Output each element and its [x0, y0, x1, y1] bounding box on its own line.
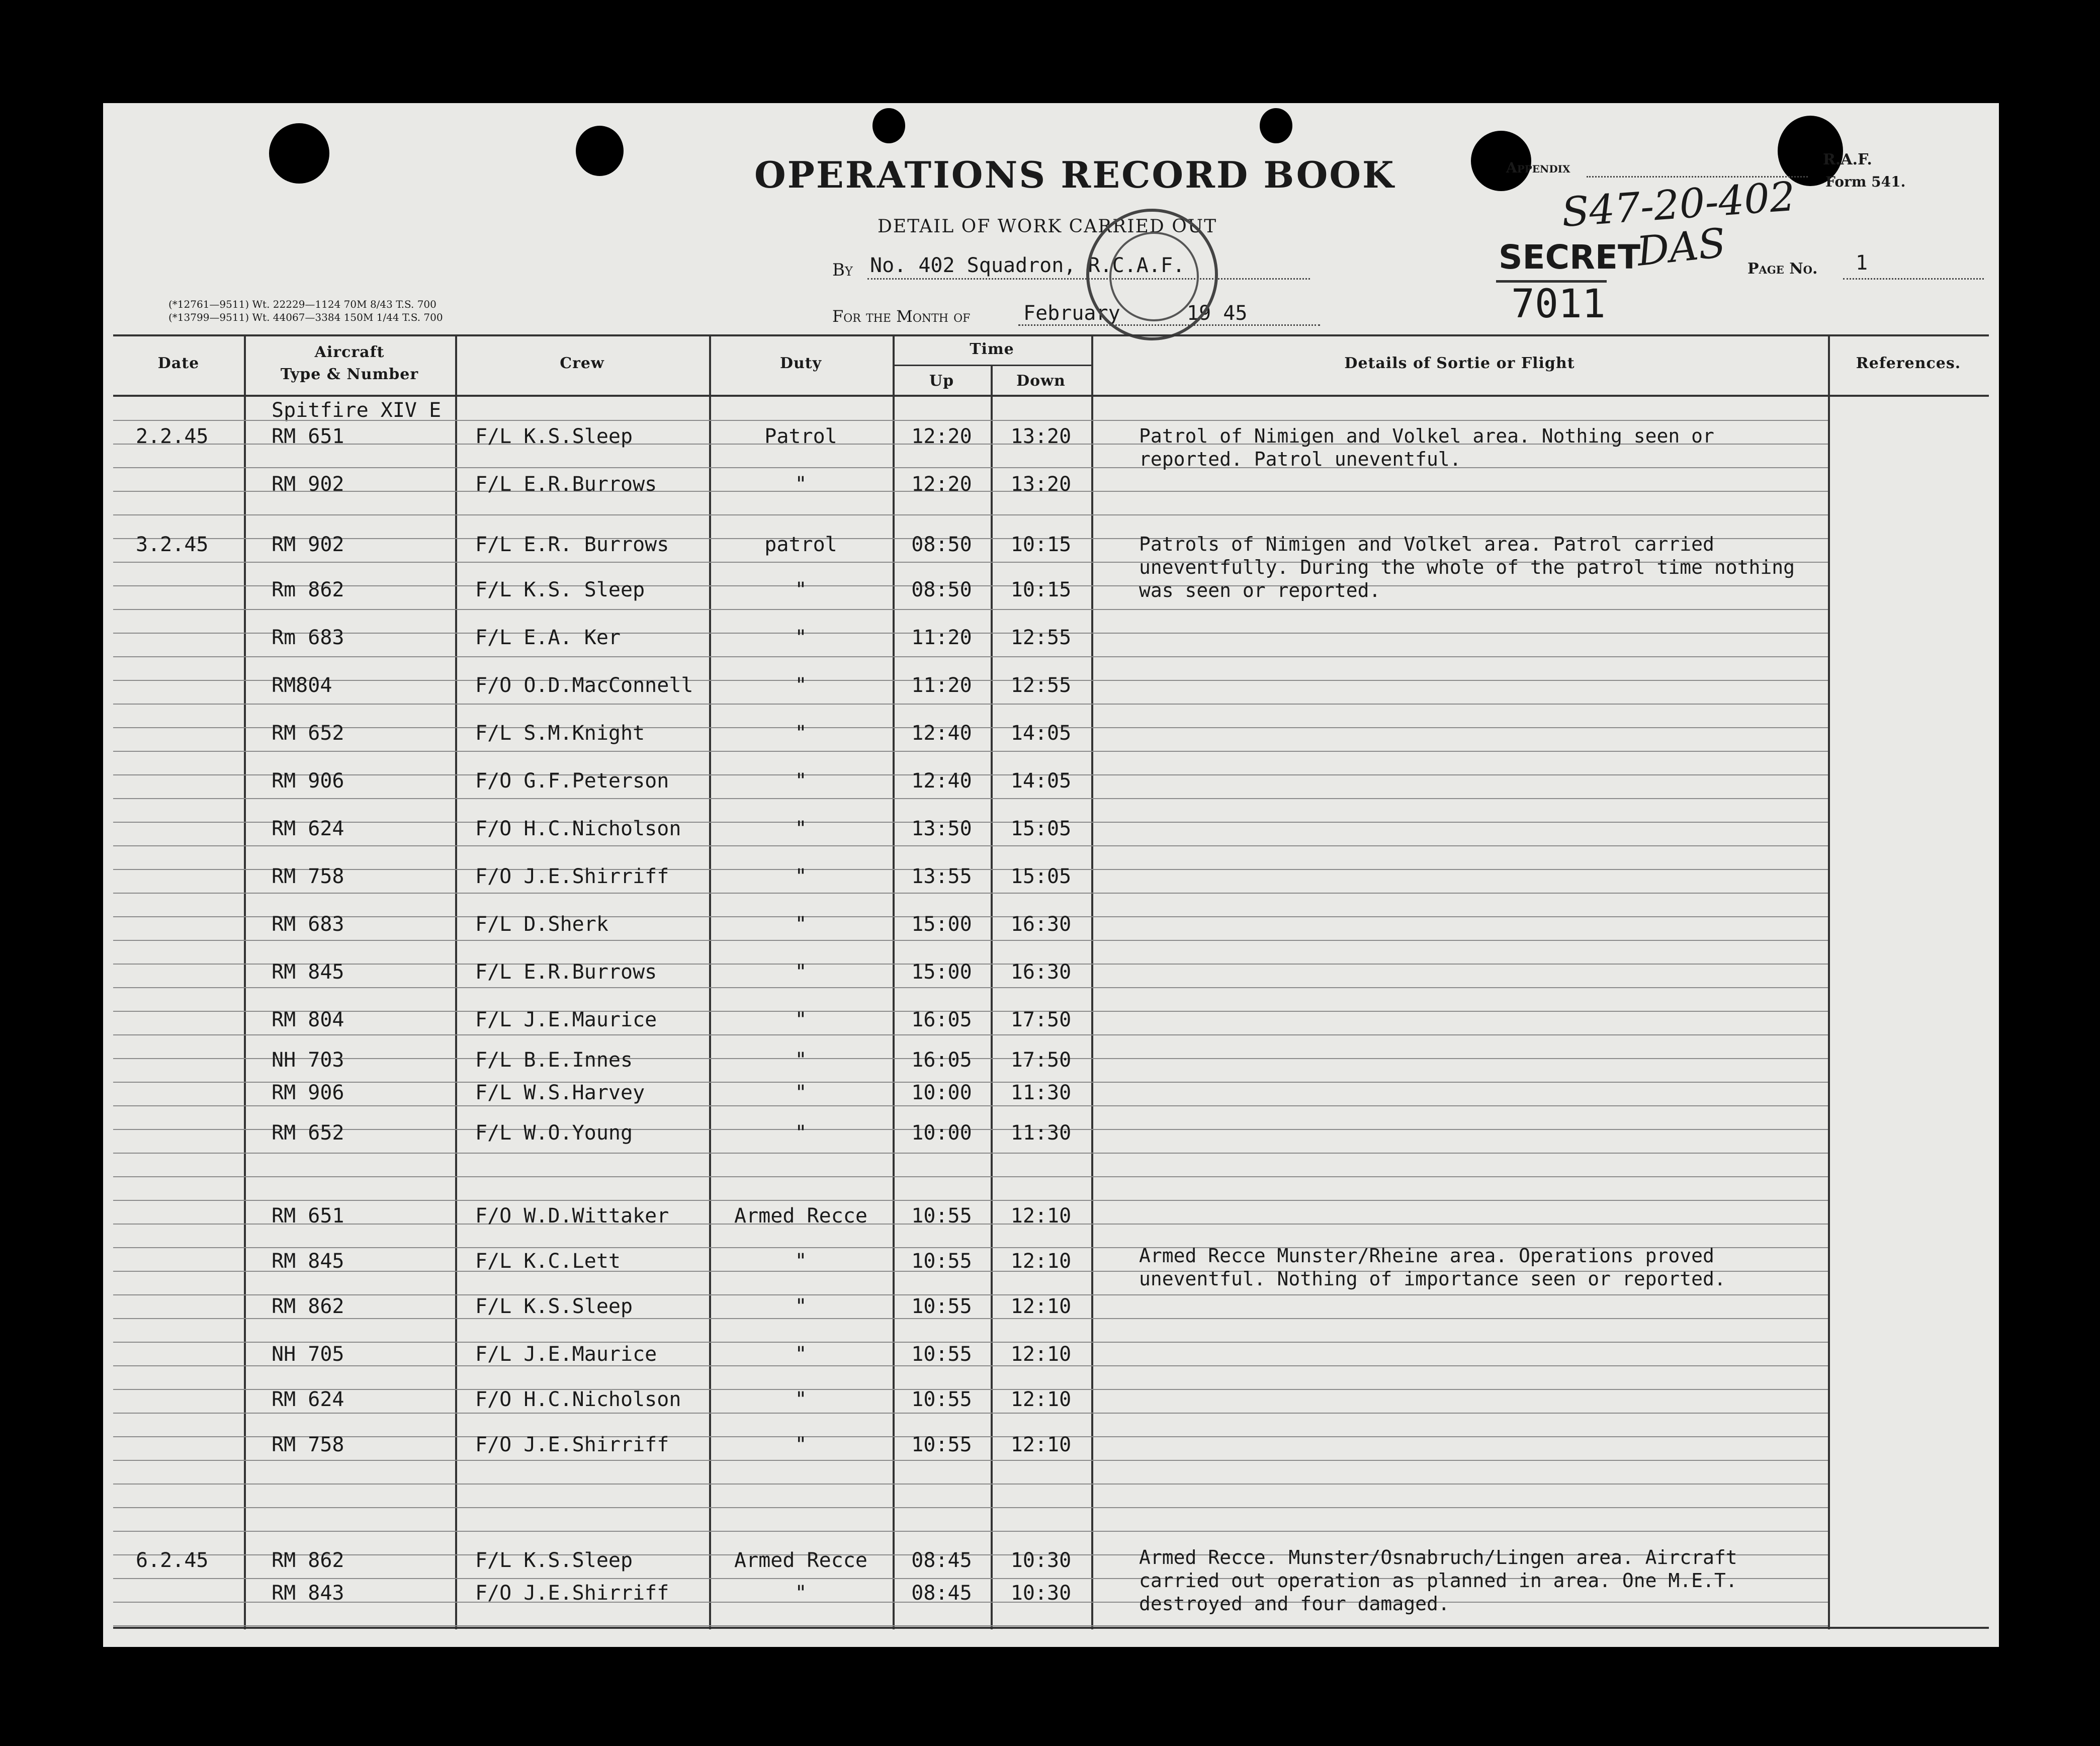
duty-cell: Armed Recce	[734, 1204, 867, 1228]
aircraft-cell: RM 902	[272, 473, 344, 496]
month-value: February	[1023, 302, 1120, 325]
aircraft-cell: RM 624	[272, 1388, 344, 1411]
aircraft-cell: NH 705	[272, 1343, 344, 1366]
column-header-up: Up	[929, 372, 954, 390]
up-time-cell: 11:20	[911, 674, 972, 697]
duty-cell: "	[795, 1250, 807, 1273]
crew-cell: F/O J.E.Shirriff	[475, 1433, 669, 1456]
ruled-line	[113, 514, 1828, 515]
crew-cell: F/L J.E.Maurice	[475, 1008, 657, 1031]
sortie-detail-line: reported. Patrol uneventful.	[1139, 448, 1461, 470]
sortie-detail-line: carried out operation as planned in area. One M.E.T.	[1139, 1569, 1737, 1592]
crew-cell: F/O H.C.Nicholson	[475, 817, 681, 840]
ruled-line	[113, 1531, 1828, 1532]
down-time-cell: 17:50	[1010, 1049, 1072, 1072]
aircraft-cell: Rm 683	[272, 626, 344, 649]
down-time-cell: 15:05	[1010, 865, 1072, 888]
handwritten-reference: S47-20-402	[1560, 172, 1797, 236]
down-time-cell: 14:05	[1010, 769, 1072, 793]
aircraft-type: Spitfire XIV E	[272, 399, 442, 422]
aircraft-cell: RM 758	[272, 1433, 344, 1456]
ruled-line	[113, 845, 1828, 846]
up-time-cell: 12:40	[911, 722, 972, 745]
sortie-detail-line: Armed Recce. Munster/Osnabruch/Lingen area. Aircraft	[1139, 1546, 1737, 1568]
up-time-cell: 08:50	[911, 533, 972, 556]
crew-cell: F/L E.R.Burrows	[475, 961, 657, 984]
duty-cell: "	[795, 1049, 807, 1072]
duty-cell: "	[795, 722, 807, 745]
duty-cell: "	[795, 1433, 807, 1456]
crew-cell: F/L B.E.Innes	[475, 1049, 633, 1072]
down-time-cell: 12:55	[1010, 674, 1072, 697]
ruled-line	[113, 1507, 1828, 1508]
down-time-cell: 12:10	[1010, 1295, 1072, 1318]
up-time-cell: 13:55	[911, 865, 972, 888]
punch-hole	[576, 126, 624, 176]
down-time-cell: 13:20	[1010, 425, 1072, 448]
aircraft-cell: RM 804	[272, 1008, 344, 1031]
form-line2: Form 541.	[1825, 173, 1906, 190]
table-top-border	[113, 334, 1989, 336]
sortie-detail-line: Patrol of Nimigen and Volkel area. Nothing seen or	[1139, 425, 1714, 447]
column-header-duty: Duty	[779, 355, 822, 372]
ruled-line	[113, 1176, 1828, 1177]
ruled-line	[113, 609, 1828, 610]
secret-stamp: SECRET	[1499, 238, 1640, 277]
crew-cell: F/L E.A. Ker	[475, 626, 621, 649]
up-time-cell: 15:00	[911, 961, 972, 984]
down-time-cell: 17:50	[1010, 1008, 1072, 1031]
month-label: For the Month of	[832, 307, 971, 326]
aircraft-cell: RM 624	[272, 817, 344, 840]
crew-cell: F/O J.E.Shirriff	[475, 1582, 669, 1605]
down-time-cell: 12:55	[1010, 626, 1072, 649]
up-time-cell: 12:40	[911, 769, 972, 793]
up-time-cell: 16:05	[911, 1049, 972, 1072]
duty-cell: "	[795, 1582, 807, 1605]
aircraft-cell: RM 843	[272, 1582, 344, 1605]
handwritten-initials: DAS	[1634, 219, 1728, 275]
crew-cell: F/L K.C.Lett	[475, 1250, 621, 1273]
ruled-line	[113, 1625, 1828, 1626]
duty-cell: "	[795, 626, 807, 649]
up-time-cell: 10:55	[911, 1295, 972, 1318]
aircraft-cell: Rm 862	[272, 578, 344, 601]
page-title: OPERATIONS RECORD BOOK	[754, 153, 1395, 196]
punch-hole	[269, 123, 329, 184]
down-time-cell: 10:15	[1010, 533, 1072, 556]
down-time-cell: 11:30	[1010, 1121, 1072, 1145]
crew-cell: F/L D.Sherk	[475, 913, 608, 936]
up-time-cell: 08:50	[911, 578, 972, 601]
ruled-line	[113, 420, 1828, 421]
punch-hole	[1260, 108, 1292, 143]
column-divider	[1828, 334, 1830, 1629]
crew-cell: F/O H.C.Nicholson	[475, 1388, 681, 1411]
aircraft-cell: RM 651	[272, 425, 344, 448]
crew-cell: F/L K.S. Sleep	[475, 578, 645, 601]
ruled-line	[113, 1153, 1828, 1154]
up-time-cell: 10:00	[911, 1121, 972, 1145]
down-time-cell: 14:05	[1010, 722, 1072, 745]
by-label: By	[832, 260, 853, 280]
sortie-detail-line: uneventful. Nothing of importance seen or reported.	[1139, 1268, 1726, 1290]
page-number-underline	[1843, 278, 1984, 280]
column-header-date: Date	[157, 355, 200, 372]
aircraft-cell: RM804	[272, 674, 332, 697]
down-time-cell: 10:30	[1010, 1549, 1072, 1572]
crew-cell: F/L W.S.Harvey	[475, 1081, 645, 1104]
form-line1: R.A.F.	[1823, 151, 1872, 168]
print-code: (*12761—9511) Wt. 22229—1124 70M 8/43 T.S. 700	[168, 298, 436, 310]
column-divider	[455, 334, 457, 1629]
down-time-cell: 15:05	[1010, 817, 1072, 840]
duty-cell: "	[795, 865, 807, 888]
up-time-cell: 10:55	[911, 1250, 972, 1273]
ruled-line	[113, 893, 1828, 894]
column-header-time: Time	[970, 340, 1014, 358]
unit-name: No. 402 Squadron, R.C.A.F.	[870, 254, 1185, 277]
crew-cell: F/L K.S.Sleep	[475, 425, 633, 448]
duty-cell: "	[795, 913, 807, 936]
duty-cell: patrol	[764, 533, 837, 556]
column-header-details: Details of Sortie or Flight	[1344, 355, 1575, 372]
print-code: (*13799—9511) Wt. 44067—3384 150M 1/44 T.S. 700	[168, 311, 443, 323]
column-header-crew: Crew	[560, 355, 604, 372]
sortie-detail-line: was seen or reported.	[1139, 579, 1381, 601]
duty-cell: "	[795, 1388, 807, 1411]
column-header-aircraft: Aircraft	[314, 343, 385, 361]
aircraft-cell: RM 845	[272, 1250, 344, 1273]
down-time-cell: 12:10	[1010, 1204, 1072, 1228]
ruled-line	[113, 704, 1828, 705]
crew-cell: F/O J.E.Shirriff	[475, 865, 669, 888]
up-time-cell: 10:55	[911, 1343, 972, 1366]
up-time-cell: 15:00	[911, 913, 972, 936]
up-time-cell: 12:20	[911, 425, 972, 448]
down-time-cell: 12:10	[1010, 1250, 1072, 1273]
aircraft-cell: RM 902	[272, 533, 344, 556]
page-number: 1	[1856, 251, 1868, 275]
up-time-cell: 08:45	[911, 1549, 972, 1572]
column-header-down: Down	[1016, 372, 1066, 390]
duty-cell: "	[795, 817, 807, 840]
aircraft-cell: RM 758	[272, 865, 344, 888]
aircraft-cell: RM 845	[272, 961, 344, 984]
down-time-cell: 10:30	[1010, 1582, 1072, 1605]
ruled-line	[113, 1483, 1828, 1485]
duty-cell: "	[795, 961, 807, 984]
crew-cell: F/L S.M.Knight	[475, 722, 645, 745]
crew-cell: F/L W.O.Young	[475, 1121, 633, 1145]
ruled-line	[113, 798, 1828, 799]
up-time-cell: 10:55	[911, 1204, 972, 1228]
aircraft-cell: RM 652	[272, 722, 344, 745]
circular-stamp	[1086, 209, 1218, 340]
sortie-detail-line: Armed Recce Munster/Rheine area. Operations proved	[1139, 1245, 1714, 1267]
ruled-line	[113, 940, 1828, 941]
record-sheet	[103, 103, 1999, 1647]
column-header-references: References.	[1856, 355, 1961, 372]
up-time-cell: 10:55	[911, 1388, 972, 1411]
ruled-line	[113, 1105, 1828, 1106]
stamped-number: 7011	[1511, 282, 1606, 327]
date-cell: 6.2.45	[136, 1549, 209, 1572]
year-value: 19 45	[1187, 302, 1248, 325]
duty-cell: "	[795, 578, 807, 601]
up-time-cell: 08:45	[911, 1582, 972, 1605]
sortie-detail-line: Patrols of Nimigen and Volkel area. Patrol carried	[1139, 533, 1714, 555]
date-cell: 2.2.45	[136, 425, 209, 448]
page-number-label: Page No.	[1747, 260, 1818, 278]
down-time-cell: 12:10	[1010, 1433, 1072, 1456]
up-time-cell: 10:55	[911, 1433, 972, 1456]
duty-cell: Armed Recce	[734, 1549, 867, 1572]
duty-cell: "	[795, 1121, 807, 1145]
ruled-line	[113, 1460, 1828, 1461]
ruled-line	[113, 1413, 1828, 1414]
ruled-line	[113, 1200, 1828, 1201]
ruled-line	[113, 751, 1828, 752]
crew-cell: F/L K.S.Sleep	[475, 1295, 633, 1318]
duty-cell: "	[795, 1295, 807, 1318]
crew-cell: F/O W.D.Wittaker	[475, 1204, 669, 1228]
down-time-cell: 10:15	[1010, 578, 1072, 601]
duty-cell: "	[795, 769, 807, 793]
ruled-line	[113, 1318, 1828, 1319]
table-header-border	[113, 395, 1989, 397]
ruled-line	[113, 656, 1828, 657]
up-time-cell: 11:20	[911, 626, 972, 649]
duty-cell: Patrol	[764, 425, 837, 448]
ruled-line	[113, 987, 1828, 988]
sortie-detail-line: destroyed and four damaged.	[1139, 1593, 1450, 1615]
down-time-cell: 13:20	[1010, 473, 1072, 496]
crew-cell: F/L J.E.Maurice	[475, 1343, 657, 1366]
duty-cell: "	[795, 1008, 807, 1031]
punch-hole	[872, 108, 905, 143]
column-header-aircraft-sub: Type & Number	[280, 366, 419, 383]
duty-cell: "	[795, 1081, 807, 1104]
duty-cell: "	[795, 473, 807, 496]
down-time-cell: 12:10	[1010, 1388, 1072, 1411]
column-divider	[1091, 334, 1093, 1629]
date-cell: 3.2.45	[136, 533, 209, 556]
aircraft-cell: RM 906	[272, 769, 344, 793]
up-time-cell: 10:00	[911, 1081, 972, 1104]
aircraft-cell: RM 683	[272, 913, 344, 936]
aircraft-cell: NH 703	[272, 1049, 344, 1072]
down-time-cell: 16:30	[1010, 961, 1072, 984]
table-bottom-border	[113, 1627, 1989, 1629]
crew-cell: F/O G.F.Peterson	[475, 769, 669, 793]
aircraft-cell: RM 651	[272, 1204, 344, 1228]
down-time-cell: 11:30	[1010, 1081, 1072, 1104]
crew-cell: F/L E.R.Burrows	[475, 473, 657, 496]
appendix-label: Appendix	[1506, 159, 1570, 176]
up-time-cell: 13:50	[911, 817, 972, 840]
duty-cell: "	[795, 1343, 807, 1366]
sortie-detail-line: uneventfully. During the whole of the patrol time nothing	[1139, 556, 1795, 578]
ruled-line	[113, 1034, 1828, 1035]
ruled-line	[113, 467, 1828, 468]
up-time-cell: 12:20	[911, 473, 972, 496]
crew-cell: F/L K.S.Sleep	[475, 1549, 633, 1572]
down-time-cell: 16:30	[1010, 913, 1072, 936]
crew-cell: F/L E.R. Burrows	[475, 533, 669, 556]
aircraft-cell: RM 906	[272, 1081, 344, 1104]
page-subtitle: DETAIL OF WORK CARRIED OUT	[878, 216, 1217, 237]
aircraft-cell: RM 862	[272, 1295, 344, 1318]
duty-cell: "	[795, 674, 807, 697]
up-time-cell: 16:05	[911, 1008, 972, 1031]
down-time-cell: 12:10	[1010, 1343, 1072, 1366]
aircraft-cell: RM 862	[272, 1549, 344, 1572]
crew-cell: F/O O.D.MacConnell	[475, 674, 693, 697]
aircraft-cell: RM 652	[272, 1121, 344, 1145]
column-divider	[244, 334, 246, 1629]
